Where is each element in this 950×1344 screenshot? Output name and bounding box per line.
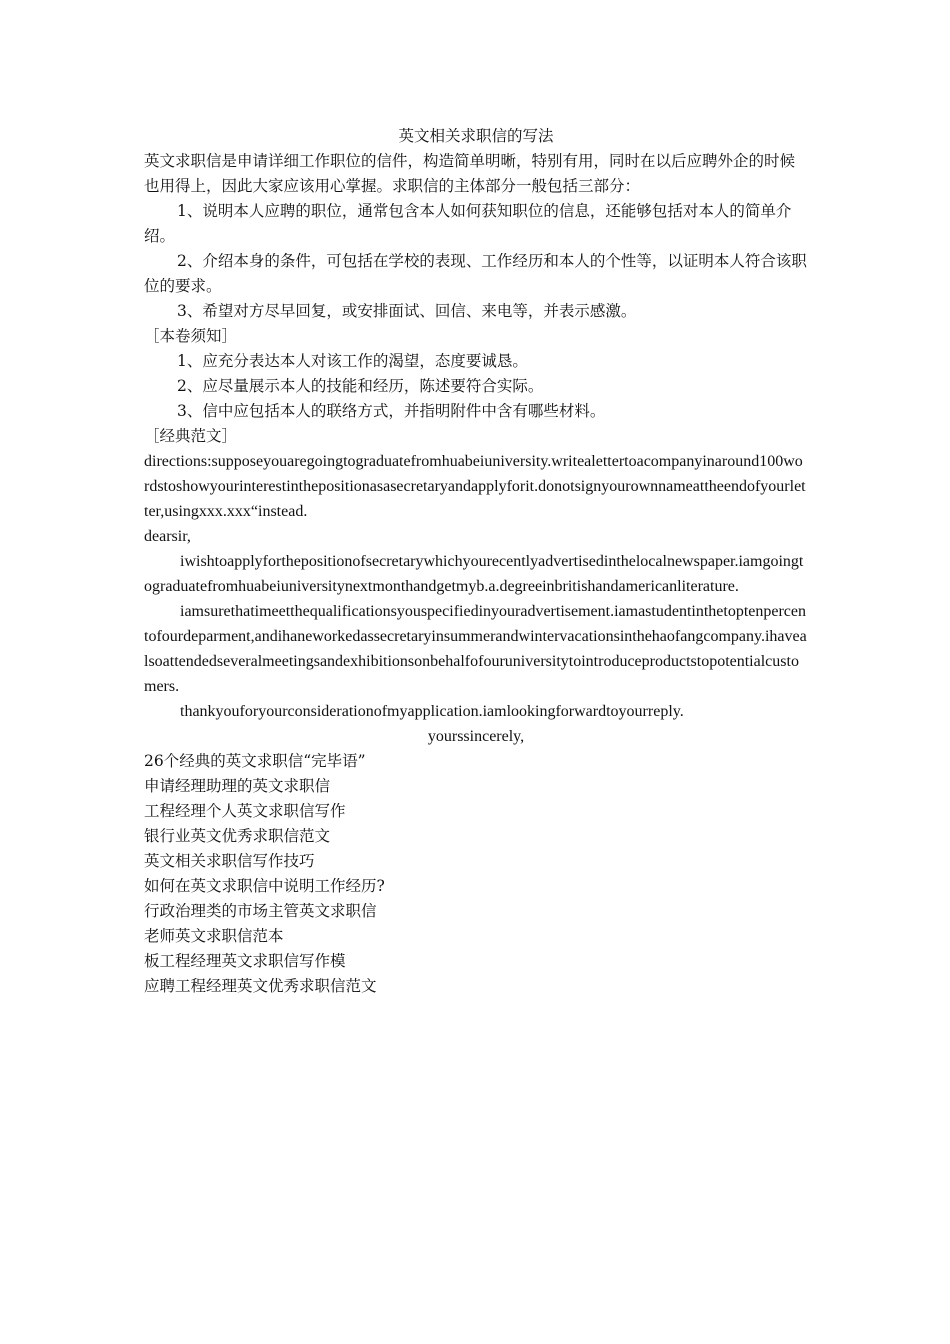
example-heading: ［经典范文］ [144, 427, 238, 445]
notice-item-3: 3、信中应包括本人的联络方式，并指明附件中含有哪些材料。 [177, 402, 606, 420]
intro-paragraph: 英文求职信是申请详细工作职位的信件，构造简单明晰，特别有用，同时在以后应聘外企的时候也用得上，因此大家应该用心掌握。求职信的主体部分一般包括三部分： [144, 152, 796, 195]
related-link[interactable]: 银行业英文优秀求职信范文 [144, 827, 331, 845]
related-link[interactable]: 老师英文求职信范本 [144, 927, 284, 945]
document-title: 英文相关求职信的写法 [398, 127, 554, 145]
related-link[interactable]: 应聘工程经理英文优秀求职信范文 [144, 977, 377, 995]
notice-heading: ［本卷须知］ [144, 327, 238, 345]
part-item-1: 1、说明本人应聘的职位，通常包含本人如何获知职位的信息，还能够包括对本人的简单介绍。 [144, 202, 792, 245]
notice-item-1: 1、应充分表达本人对该工作的渴望，态度要诚恳。 [177, 352, 528, 370]
notice-item-2: 2、应尽量展示本人的技能和经历，陈述要符合实际。 [177, 377, 544, 395]
related-link[interactable]: 26个经典的英文求职信“完毕语” [144, 752, 366, 770]
document-page [144, 124, 808, 999]
related-link[interactable]: 板工程经理英文求职信写作模 [144, 952, 346, 970]
related-link[interactable]: 申请经理助理的英文求职信 [144, 777, 331, 795]
related-link[interactable]: 工程经理个人英文求职信写作 [144, 802, 346, 820]
letter-paragraph-2: iamsurethatimeetthequalificationsyouspecifiedinyouradvertisement.iamastudentinthetoptenpercentofourdeparment,andihaneworkedassecretaryinsummerandwintervacationsinthehaofangcompany.ihavealsoattendedseveralmeetingsandexhibitionsonbehalfofouruniversitytointroduceproductstopotentialcustomers. [144, 603, 807, 695]
part-item-3: 3、希望对方尽早回复，或安排面试、回信、来电等，并表示感激。 [177, 302, 637, 320]
related-link[interactable]: 英文相关求职信写作技巧 [144, 852, 315, 870]
letter-paragraph-1: iwishtoapplyforthepositionofsecretarywhichyourecentlyadvertisedinthelocalnewspaper.iamgoingtograduatefromhuabeiuniversitynextmonthandgetmyb.a.degreeinbritishandamericanliterature. [144, 553, 804, 595]
related-link[interactable]: 行政治理类的市场主管英文求职信 [144, 902, 377, 920]
letter-salutation: dearsir, [144, 528, 191, 545]
related-link[interactable]: 如何在英文求职信中说明工作经历? [144, 877, 385, 895]
example-directions: directions:supposeyouaregoingtograduatefromhuabeiuniversity.writealettertoacompanyinaround100wordstoshowyourinterestinthepositionasasecretaryandapplyforit.donotsignyourownnameattheendofyourletter,usingxxx.xxx“instead. [144, 453, 806, 520]
related-links-list [144, 749, 808, 999]
letter-closing: yourssincerely, [427, 728, 525, 745]
part-item-2: 2、介绍本身的条件，可包括在学校的表现、工作经历和本人的个性等，以证明本人符合该职位的要求。 [144, 252, 807, 295]
letter-paragraph-3: thankyouforyourconsiderationofmyapplication.iamlookingforwardtoyourreply. [180, 703, 684, 720]
